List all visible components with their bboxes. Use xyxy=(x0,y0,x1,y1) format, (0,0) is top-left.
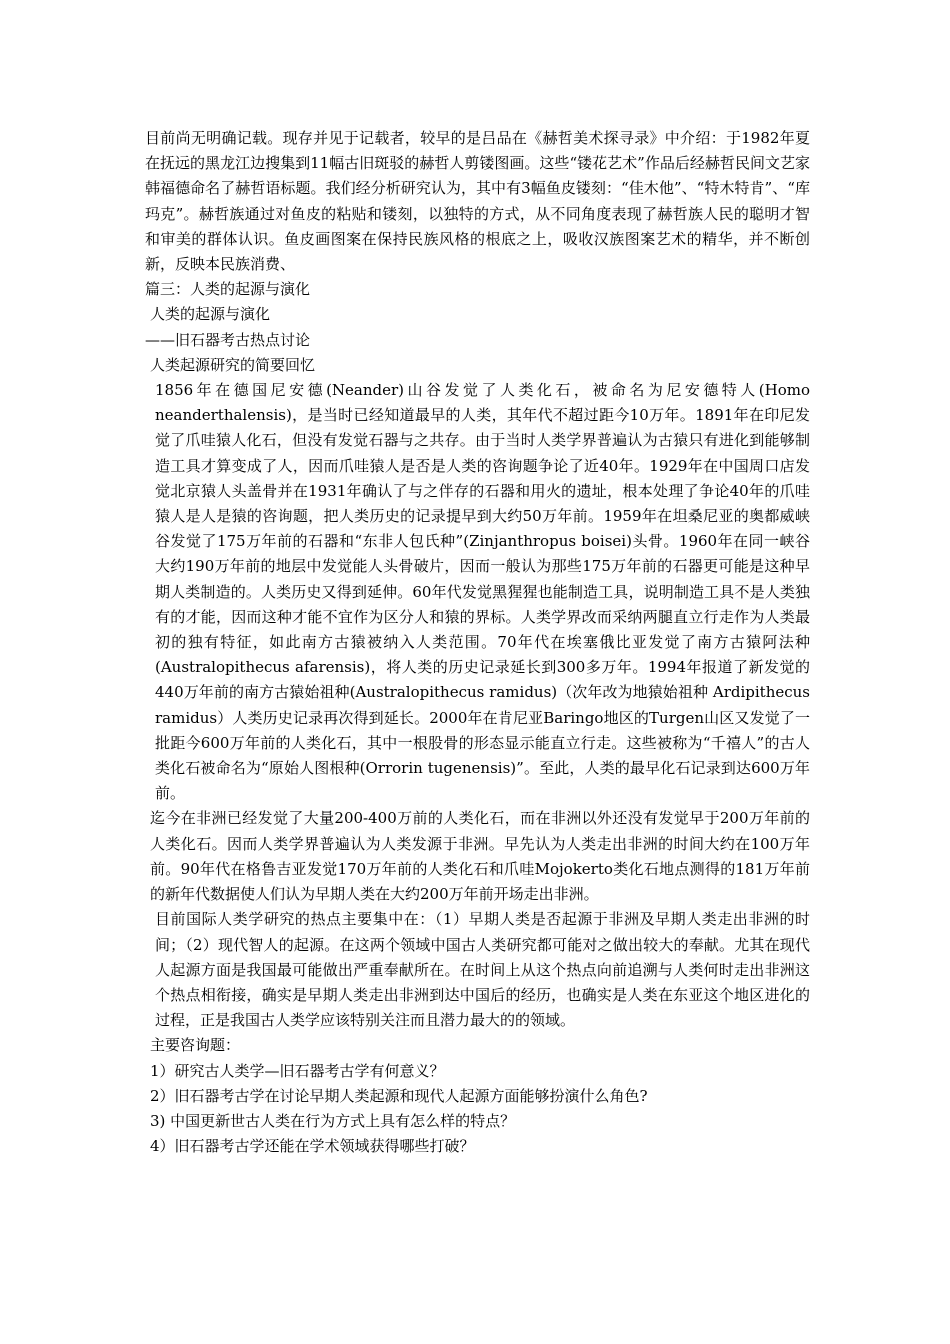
question-item: 2）旧石器考古学在讨论早期人类起源和现代人起源方面能够扮演什么角色? xyxy=(150,1086,648,1105)
question-item: 3) 中国更新世古人类在行为方式上具有怎么样的特点？ xyxy=(150,1111,516,1130)
article-subtitle: ——旧石器考古热点讨论 xyxy=(145,330,311,349)
article-title: 人类的起源与演化 xyxy=(150,305,271,324)
question-item: 1）研究古人类学—旧石器考古学有何意义？ xyxy=(150,1061,445,1080)
paragraph-research-hotspots: 目前国际人类学研究的热点主要集中在：（1）早期人类是否起源于非洲及早期人类走出非洲的时间；（2）现代智人的起源。在这两个领域中国古人类研究都可能对之做出较大的奉献。尤其在现代人起源方面是我国最可能做出严重奉献所在。在时间上从这个热点向前追溯与人类何时走出非洲这个热点相衔接，确实是早期人类走出非洲到达中国后的经历，也确实是人类在东亚这个地区进化的过程，正是我国古人类学应该特别关注而且潜力最大的的领域。 xyxy=(155,910,810,1030)
paragraph-out-of-africa: 迄今在非洲已经发觉了大量200-400万前的人类化石，而在非洲以外还没有发觉早于200万年前的人类化石。因而人类学界普遍认为人类发源于非洲。早先认为人类走出非洲的时间大约在100万年前。90年代在格鲁吉亚发觉170万年前的人类化石和爪哇Mojokerto类化石地点测得的181万年前的新年代数据使人们认为早期人类在大约200万年前开场走出非洲。 xyxy=(150,809,810,904)
intro-paragraph: 目前尚无明确记载。现存并见于记载者，较早的是吕品在《赫哲美术探寻录》中介绍：于1982年夏在抚远的黑龙江边搜集到11幅古旧斑驳的赫哲人剪镂图画。这些“镂花艺术”作品后经赫哲民间文艺家韩福德命名了赫哲语标题。我们经分析研究认为，其中有3幅鱼皮镂刻：“佳木他”、“特木特肯”、“库玛克”。赫哲族通过对鱼皮的粘贴和镂刻，以独特的方式，从不同角度表现了赫哲族人民的聪明才智和审美的群体认识。鱼皮画图案在保持民族风格的根底之上，吸收汉族图案艺术的精华，并不断创新，反映本民族消费、 xyxy=(145,129,810,274)
question-item: 4）旧石器考古学还能在学术领域获得哪些打破？ xyxy=(150,1137,475,1156)
document-page xyxy=(145,126,810,1159)
section-heading: 人类起源研究的简要回忆 xyxy=(150,355,316,374)
questions-heading: 主要咨询题： xyxy=(150,1036,241,1055)
paragraph-human-origin-history: 1856年在德国尼安德(Neander)山谷发觉了人类化石，被命名为尼安德特人(Homo neanderthalensis)，是当时已经知道最早的人类，其年代不超过距今10万年。1891年在印尼发觉了爪哇猿人化石，但没有发觉石器与之共存。由于当时人类学界普遍认为古猿只有进化到能够制造工具才算变成了人，因而爪哇猿人是否是人类的咨询题争论了近40年。1929年在中国周口店发觉北京猿人头盖骨并在1931年确认了与之伴存的石器和用火的遗址，根本处理了争论40年的爪哇猿人是人是猿的咨询题，把人类历史的记录提早到大约50万年前。1959年在坦桑尼亚的奥都威峡谷发觉了175万年前的石器和“东非人包氏种”(Zinjanthropus boisei)头骨。1960年在同一峡谷大约190万年前的地层中发觉能人头骨破片，因而一般认为那些175万年前的石器更可能是这种早期人类制造的。人类历史又得到延伸。60年代发觉黑猩猩也能制造工具，说明制造工具不是人类独有的才能，因而这种才能不宜作为区分人和猿的界标。人类学界改而采纳两腿直立行走作为人类最初的独有特征，如此南方古猿被纳入人类范围。70年代在埃塞俄比亚发觉了南方古猿阿法种(Australopithecus afarensis)，将人类的历史记录延长到300多万年。1994年报道了新发觉的440万年前的南方古猿始祖种(Australopithecus ramidus)（次年改为地猿始祖种 Ardipithecus ramidus）人类历史记录再次得到延长。2000年在肯尼亚Baringo地区的Turgen山区又发觉了一批距今600万年前的人类化石，其中一根股骨的形态显示能直立行走。这些被称为“千禧人”的古人类化石被命名为“原始人图根种(Orrorin tugenensis)”。至此，人类的最早化石记录到达600万年前。 xyxy=(155,381,810,803)
chapter-title: 篇三：人类的起源与演化 xyxy=(145,280,311,299)
